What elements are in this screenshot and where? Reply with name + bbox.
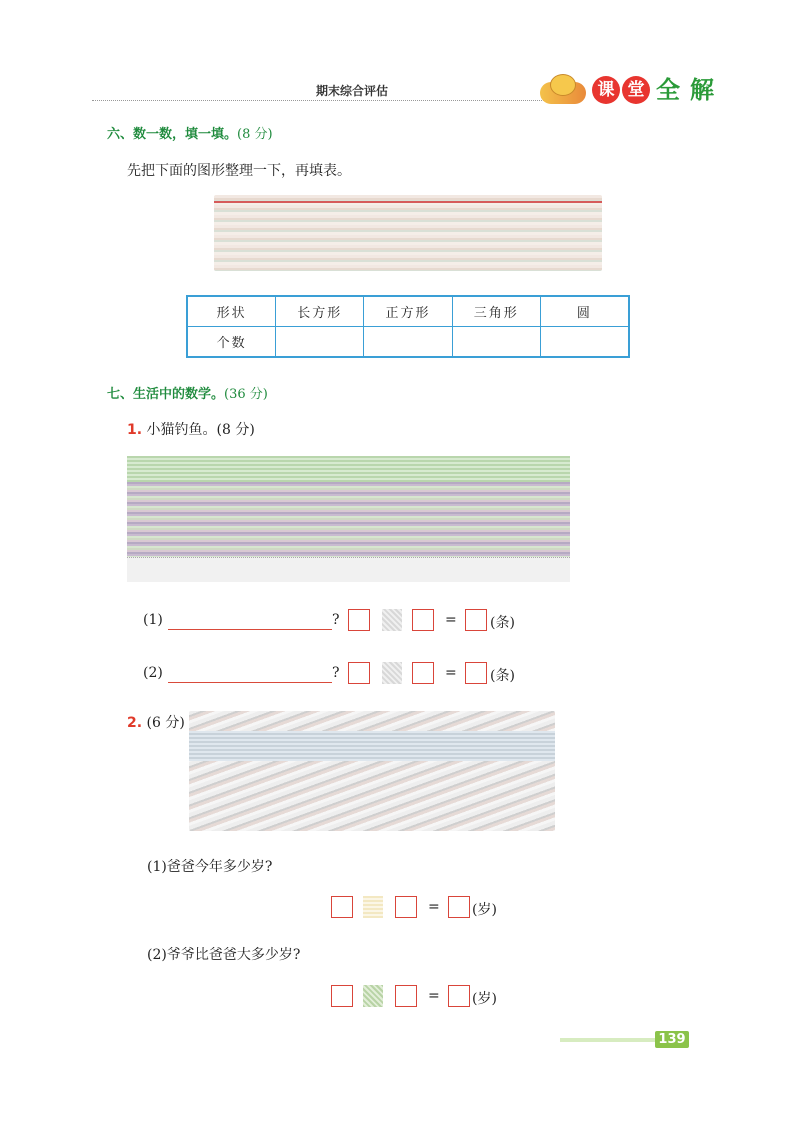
q1-line2-qmark: ?	[332, 665, 340, 681]
q2-sub1-box-result[interactable]	[448, 896, 470, 918]
picture-bottom-band	[127, 557, 570, 582]
q2-sub2-unit: (岁)	[472, 991, 497, 1007]
shape-count-table	[186, 295, 630, 358]
brand-char-4: 解	[690, 76, 714, 104]
q2-sub2-equals: =	[428, 988, 440, 1004]
q2-sub2-box-b[interactable]	[395, 985, 417, 1007]
section-6-score: (8 分)	[237, 127, 273, 142]
count-cell-triangle[interactable]	[453, 327, 541, 356]
q1-line1-box-a[interactable]	[348, 609, 370, 631]
section-6-title: 六、数一数，填一填。	[107, 127, 238, 142]
picture-top-band	[127, 456, 570, 482]
brand-logo	[540, 74, 720, 106]
count-cell-circle[interactable]	[541, 327, 628, 356]
brand-char-3: 全	[656, 76, 680, 104]
q1-line2-operator	[382, 662, 402, 684]
q1-number: 1.	[127, 422, 143, 438]
q2-sub1-unit: (岁)	[472, 902, 497, 918]
q1-line1-box-result[interactable]	[465, 609, 487, 631]
q2-sub1-box-a[interactable]	[331, 896, 353, 918]
section-7-title: 七、生活中的数学。	[107, 387, 225, 402]
q1-line2-equals: =	[445, 665, 457, 681]
age-picture	[189, 711, 555, 831]
q1-line2-unit: (条)	[490, 668, 515, 684]
page-number-strip	[560, 1038, 655, 1042]
q2-sub2-text: (2)爷爷比爸爸大多少岁?	[147, 947, 301, 963]
table-header-cell: 形状	[188, 297, 276, 326]
q1-heading	[127, 419, 255, 439]
header-divider	[92, 100, 562, 101]
table-header-cell: 圆	[576, 306, 592, 321]
table-row-label: 个数	[188, 327, 276, 356]
table-header-cell: 三角形	[453, 297, 541, 326]
q1-line1-operator	[382, 609, 402, 631]
q2-heading	[127, 712, 185, 732]
table-header-row	[188, 297, 628, 327]
q1-line1-answer-line[interactable]	[168, 629, 332, 630]
q1-line1-equals: =	[445, 612, 457, 628]
q2-sub2-operator	[363, 985, 383, 1007]
q2-sub1-operator	[363, 896, 383, 918]
q1-line2-box-b[interactable]	[412, 662, 434, 684]
header-title: 期末综合评估	[316, 84, 389, 98]
page-number: 139	[655, 1031, 689, 1048]
section-7-heading	[107, 383, 268, 402]
count-cell-rectangle[interactable]	[276, 327, 364, 356]
brand-char-1: 课	[592, 76, 620, 104]
q1-line1-qmark: ?	[332, 612, 340, 628]
q1-score: (8 分)	[216, 422, 255, 438]
q2-sub2-box-a[interactable]	[331, 985, 353, 1007]
q2-sub1-box-b[interactable]	[395, 896, 417, 918]
table-header-cell: 正方形	[364, 297, 452, 326]
bear-icon	[550, 74, 576, 96]
picture-red-line	[214, 201, 602, 203]
section-6-instruction: 先把下面的图形整理一下，再填表。	[127, 163, 351, 179]
brand-char-2: 堂	[622, 76, 650, 104]
q1-line2-box-result[interactable]	[465, 662, 487, 684]
count-cell-square[interactable]	[364, 327, 452, 356]
q1-title: 小猫钓鱼。	[146, 422, 217, 438]
picture-band	[189, 731, 555, 761]
table-header-cell: 长方形	[276, 297, 364, 326]
section-7-score: (36 分)	[224, 387, 268, 402]
q2-sub1-equals: =	[428, 899, 440, 915]
shapes-picture	[214, 195, 602, 271]
section-6-heading	[107, 123, 273, 142]
q1-line1-label: (1)	[143, 612, 163, 628]
cat-fishing-picture	[127, 456, 570, 582]
q1-line1-box-b[interactable]	[412, 609, 434, 631]
q1-line2-box-a[interactable]	[348, 662, 370, 684]
q2-sub1-text: (1)爸爸今年多少岁?	[147, 859, 273, 875]
table-count-row	[188, 327, 628, 356]
q2-score: (6 分)	[146, 715, 185, 731]
q2-sub2-box-result[interactable]	[448, 985, 470, 1007]
q1-line1-unit: (条)	[490, 615, 515, 631]
q1-line2-label: (2)	[143, 665, 163, 681]
q2-number: 2.	[127, 715, 143, 731]
q1-line2-answer-line[interactable]	[168, 682, 332, 683]
